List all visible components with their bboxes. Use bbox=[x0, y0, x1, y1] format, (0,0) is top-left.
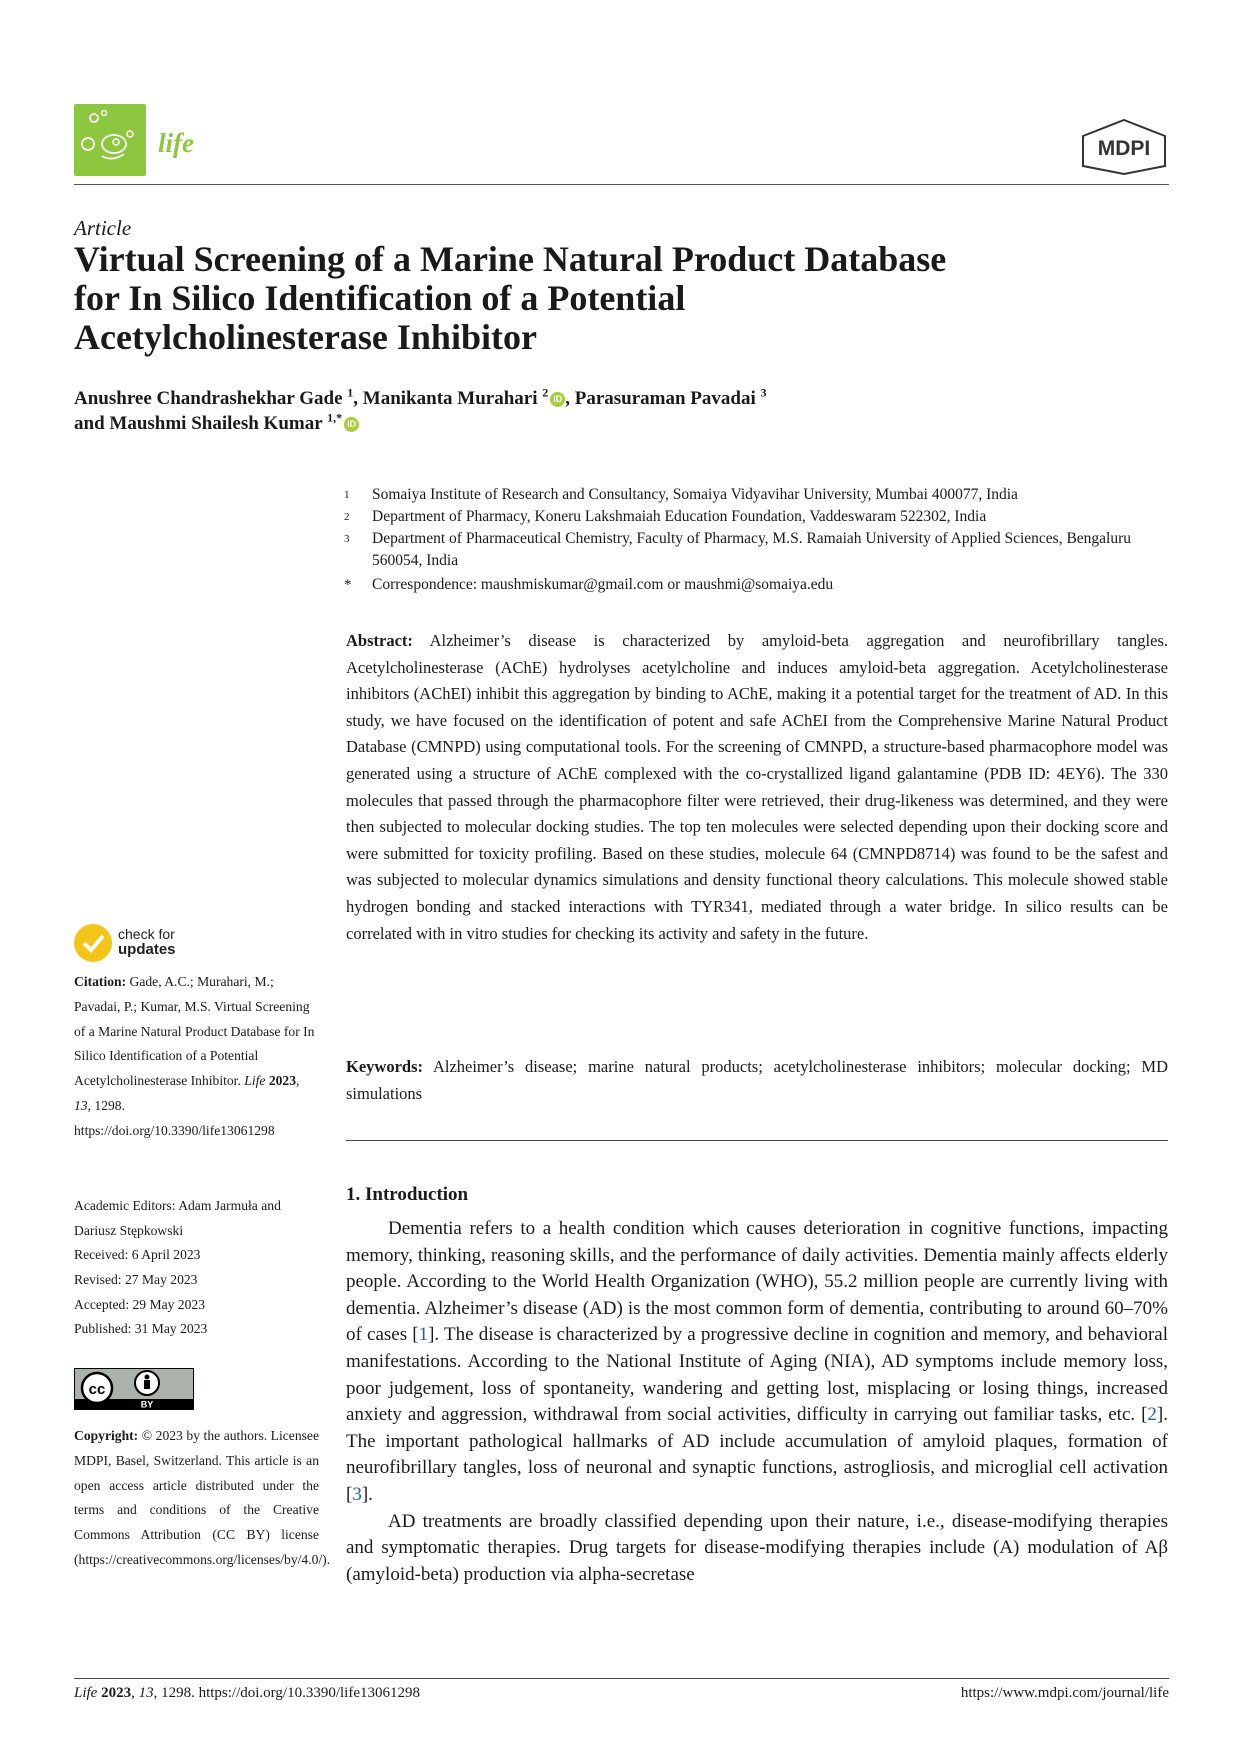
footer-journal-url[interactable]: https://www.mdpi.com/journal/life bbox=[960, 1685, 1169, 1701]
affiliation-text: Department of Pharmacy, Koneru Lakshmaiah Education Foundation, Vaddeswaram 522302, India bbox=[372, 508, 987, 525]
check-for-updates-button[interactable] bbox=[74, 924, 234, 966]
section-divider bbox=[346, 1140, 1168, 1141]
reference-link[interactable]: 2 bbox=[1147, 1404, 1157, 1426]
keywords-text: Alzheimer’s disease; marine natural products; acetylcholinesterase inhibitors; molecular docking; MD simulations bbox=[346, 1057, 1168, 1103]
author-name[interactable]: and Maushmi Shailesh Kumar bbox=[74, 413, 323, 434]
affiliation-number: 3 bbox=[344, 533, 350, 545]
citation-label: Citation: bbox=[74, 974, 127, 989]
title-line: Virtual Screening of a Marine Natural Product Database bbox=[74, 239, 947, 279]
abstract-label: Abstract: bbox=[346, 631, 413, 650]
citation: Citation: Gade, A.C.; Murahari, M.; Pavadai, P.; Kumar, M.S. Virtual Screening of a Marine Natural Product Database for In Silico Identification of a Potential Acetylcholinesterase Inhibitor. Life 2023, 13, 1298. https://doi.org/10.3390/life13061298 bbox=[74, 974, 315, 1138]
author-name[interactable]: Anushree Chandrashekhar Gade bbox=[74, 388, 343, 409]
title-line: for In Silico Identification of a Potential bbox=[74, 278, 686, 318]
abstract-text: Alzheimer’s disease is characterized by amyloid-beta aggregation and neurofibrillary tangles. Acetylcholinesterase (AChE) hydrolyses acetylcholine and induces amyloid-beta aggregation. Acetylcholinesterase inhibitors (AChEI) inhibit this aggregation by binding to AChE, making it a potential target for the treatment of AD. In this study, we have focused on the identification of potent and safe AChEI from the Comprehensive Marine Natural Product Database (CMNPD) using computational tools. For the screening of CMNPD, a structure-based pharmacophore model was generated using a structure of AChE complexed with the co-crystallized ligand galantamine (PDB ID: 4EY6). The 330 molecules that passed through the pharmacophore filter were retrieved, their drug-likeness was determined, and they were then subjected to molecular docking studies. The top ten molecules were selected depending upon their docking score and were submitted for toxicity profiling. Based on these studies, molecule 64 (CMNPD8714) was found to be the safest and was subjected to molecular dynamics simulations and density functional theory calculations. This molecule showed stable hydrogen bonding and stacked interactions with TYR341, mediated through a water bridge. In silico results can be correlated with in vitro studies for checking its activity and safety in the future. bbox=[346, 631, 1168, 943]
footer-divider bbox=[74, 1678, 1169, 1679]
affiliation-number: 1 bbox=[344, 489, 350, 501]
date-revised: Revised: 27 May 2023 bbox=[74, 1271, 198, 1287]
footer-citation: Life 2023, 13, 1298. https://doi.org/10.3390/life13061298 bbox=[74, 1685, 420, 1701]
correspondence-text[interactable]: Correspondence: maushmiskumar@gmail.com or maushmi@somaiya.edu bbox=[372, 576, 834, 593]
copyright-label: Copyright: bbox=[74, 1428, 139, 1443]
author-name[interactable]: , Manikanta Murahari bbox=[353, 388, 538, 409]
affiliation-number: 2 bbox=[344, 511, 350, 523]
author-list bbox=[74, 386, 1074, 436]
cc-by-license-badge[interactable] bbox=[74, 1368, 194, 1410]
date-accepted: Accepted: 29 May 2023 bbox=[74, 1296, 205, 1312]
paragraph: Dementia refers to a health condition which causes deterioration in cognitive functions, impacting memory, thinking, reasoning skills, and the performance of daily activities. Dementia mainly affects elderly people. According to the World Health Organization (WHO), 55.2 million people are currently living with dementia. Alzheimer’s disease (AD) is the most common form of dementia, contributing to around 60–70% of cases [1]. The disease is characterized by a progressive decline in cognition and memory, and behavioral manifestations. According to the National Institute of Aging (NIA), AD symptoms include memory loss, poor judgement, loss of spontaneity, wandering and getting lost, misplacing or losing things, increased anxiety and aggression, withdrawal from social activities, difficulty in carrying out familiar tasks, etc. [2]. The important pathological hallmarks of AD include accumulation of amyloid plaques, formation of neurofibrillary tangles, loss of neuronal and synaptic functions, astrogliosis, and microglial cell activation [3]. bbox=[346, 1218, 1168, 1505]
microorganism-icon bbox=[74, 104, 146, 176]
title-line: Acetylcholinesterase Inhibitor bbox=[74, 317, 537, 357]
reference-link[interactable]: 1 bbox=[418, 1324, 429, 1346]
abstract bbox=[346, 628, 1168, 947]
journal-logo bbox=[74, 104, 146, 176]
date-published: Published: 31 May 2023 bbox=[74, 1321, 208, 1337]
footer-doi-link[interactable]: , 1298. https://doi.org/10.3390/life13061298 bbox=[153, 1685, 420, 1701]
publisher-logo bbox=[1079, 118, 1169, 176]
affiliation-mark: 1,* bbox=[327, 410, 343, 425]
check-updates-label: check for updates bbox=[118, 926, 176, 958]
affiliation-number: * bbox=[344, 577, 352, 593]
affiliation-mark: 3 bbox=[760, 385, 767, 400]
check-updates-icon bbox=[74, 924, 112, 962]
orcid-icon[interactable]: iD bbox=[550, 392, 565, 407]
person-icon bbox=[145, 1375, 150, 1380]
paragraph: AD treatments are broadly classified depending upon their nature, i.e., disease-modifying therapies and symptomatic therapies. Drug targets for disease-modifying therapies include (A) modulation of Aβ (amyloid-beta) production via alpha-secretase bbox=[346, 1510, 1168, 1585]
affiliation-text: Department of Pharmaceutical Chemistry, Faculty of Pharmacy, M.S. Ramaiah University of Applied Sciences, Bengaluru 560054, India bbox=[372, 530, 1132, 569]
journal-name: life bbox=[158, 128, 194, 158]
keywords bbox=[346, 1054, 1168, 1107]
copyright-notice bbox=[74, 1424, 331, 1573]
header-divider bbox=[74, 184, 1169, 185]
cc-icon: cc bbox=[88, 1381, 106, 1398]
affiliation-mark: 1 bbox=[347, 385, 354, 400]
copyright-text: © 2023 by the authors. Licensee MDPI, Basel, Switzerland. This article is an open access article distributed under the terms and conditions of the Creative Commons Attribution (CC BY) license (https://creativecommons.org/licenses/by/4.0/). bbox=[74, 1428, 331, 1567]
reference-link[interactable]: 3 bbox=[352, 1483, 362, 1505]
date-received: Received: 6 April 2023 bbox=[74, 1247, 201, 1262]
by-label: BY bbox=[140, 1399, 154, 1409]
article-type: Article bbox=[74, 216, 132, 240]
publisher-name: MDPI bbox=[1097, 137, 1151, 160]
affiliation-text: Somaiya Institute of Research and Consultancy, Somaiya Vidyavihar University, Mumbai 400077, India bbox=[372, 486, 1018, 503]
affiliation-mark: 2 bbox=[542, 385, 549, 400]
academic-editors: Academic Editors: Adam Jarmuła and Dariusz Stępkowski bbox=[74, 1198, 281, 1238]
orcid-icon[interactable]: iD bbox=[344, 417, 359, 432]
section-heading: 1. Introduction bbox=[346, 1184, 469, 1205]
author-name[interactable]: , Parasuraman Pavadai bbox=[565, 388, 756, 409]
citation-doi[interactable]: , 1298. https://doi.org/10.3390/life13061298 bbox=[74, 1097, 275, 1138]
publication-dates bbox=[74, 1243, 319, 1342]
article-title bbox=[74, 240, 1134, 357]
keywords-label: Keywords: bbox=[346, 1057, 423, 1076]
introduction-body bbox=[346, 1216, 1168, 1588]
